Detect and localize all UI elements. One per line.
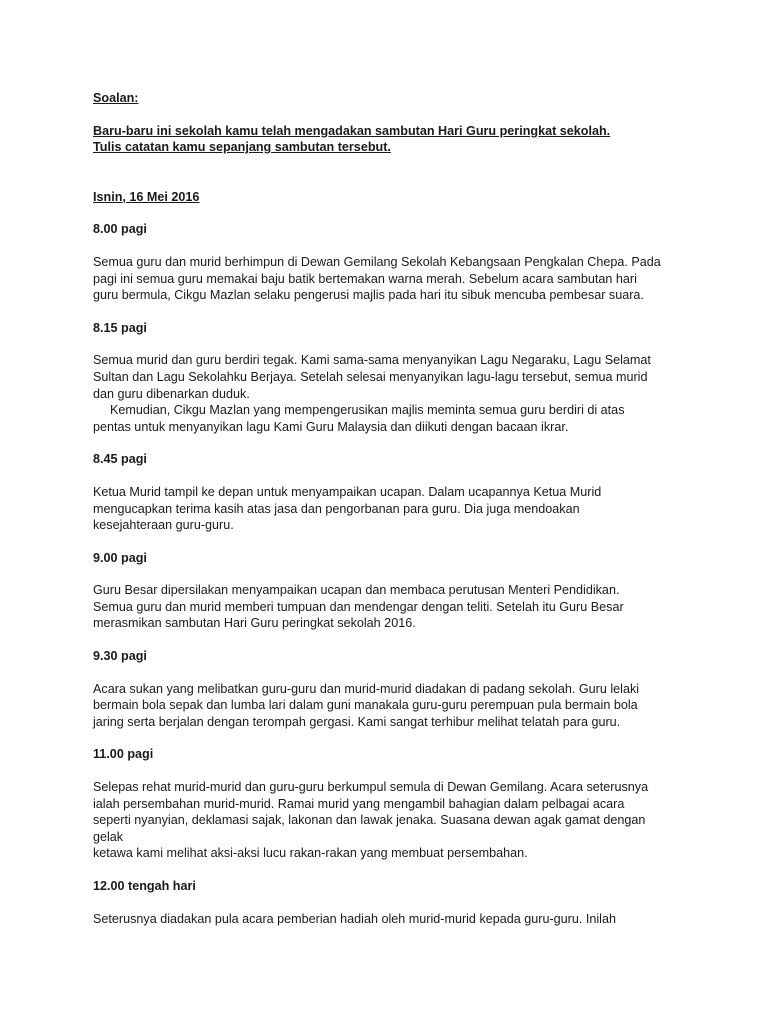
paragraph-line: guru bermula, Cikgu Mazlan selaku pengerusi majlis pada hari itu sibuk mencuba pembesar suara. [93,288,644,303]
paragraph-line: merasmikan sambutan Hari Guru peringkat sekolah 2016. [93,616,416,631]
paragraph-line: Seterusnya diadakan pula acara pemberian hadiah oleh murid-murid kepada guru-guru. Inilah [93,911,616,926]
paragraph-line: gelak [93,829,124,844]
paragraph-line: dan guru dibenarkan duduk. [93,386,250,401]
entry-paragraph [93,911,693,928]
paragraph-line: seperti nyanyian, deklamasi sajak, lakonan dan lawak jenaka. Suasana dewan agak gamat dengan [93,813,646,828]
diary-date: Isnin, 16 Mei 2016 [93,189,200,204]
paragraph-line: pagi ini semua guru memakai baju batik bertemakan warna merah. Sebelum acara sambutan hari [93,271,637,286]
entry-paragraph [93,352,693,435]
entry-time: 8.00 pagi [93,222,147,237]
entry-paragraph [93,484,693,534]
entry-time: 12.00 tengah hari [93,879,196,893]
paragraph-line: Kemudian, Cikgu Mazlan yang mempengerusikan majlis meminta semua guru berdiri di atas [110,403,625,418]
question-line-2: Tulis catatan kamu sepanjang sambutan tersebut. [93,140,391,155]
paragraph-line: bermain bola sepak dan lumba lari dalam guni manakala guru-guru perempuan pula bermain bola [93,698,638,713]
entry-time: 8.15 pagi [93,320,147,335]
paragraph-line: Semua guru dan murid memberi tumpuan dan mendengar dengan teliti. Setelah itu Guru Besar [93,599,624,614]
paragraph-line: Guru Besar dipersilakan menyampaikan ucapan dan membaca perutusan Menteri Pendidikan. [93,583,620,598]
entry-paragraph [93,779,693,862]
paragraph-line: ketawa kami melihat aksi-aksi lucu rakan-rakan yang membuat persembahan. [93,846,528,861]
question-line-1: Baru-baru ini sekolah kamu telah mengadakan sambutan Hari Guru peringkat sekolah. [93,123,611,138]
entry-paragraph [93,254,693,304]
paragraph-line: jaring serta berjalan dengan terompah gergasi. Kami sangat terhibur melihat telatah para guru. [93,714,621,729]
paragraph-line: ialah persembahan murid-murid. Ramai murid yang mengambil bahagian dalam pelbagai acara [93,796,625,811]
paragraph-line: Semua murid dan guru berdiri tegak. Kami sama-sama menyanyikan Lagu Negaraku, Lagu Selamat [93,353,651,368]
question-label: Soalan: [93,91,139,105]
paragraph-line: kesejahteraan guru-guru. [93,518,234,533]
paragraph-line: pentas untuk menyanyikan lagu Kami Guru Malaysia dan diikuti dengan bacaan ikrar. [93,419,569,434]
paragraph-line: Sultan dan Lagu Sekolahku Berjaya. Setelah selesai menyanyikan lagu-lagu tersebut, semua murid [93,369,648,384]
paragraph-line: Selepas rehat murid-murid dan guru-guru berkumpul semula di Dewan Gemilang. Acara seterusnya [93,780,649,795]
entry-time: 9.30 pagi [93,649,147,664]
paragraph-line: mengucapkan terima kasih atas jasa dan pengorbanan para guru. Dia juga mendoakan [93,501,580,516]
entry-paragraph [93,582,693,632]
paragraph-line: Semua guru dan murid berhimpun di Dewan Gemilang Sekolah Kebangsaan Pengkalan Chepa. Pada [93,254,661,269]
document-page [93,90,693,943]
entry-time: 9.00 pagi [93,550,147,565]
paragraph-line: Acara sukan yang melibatkan guru-guru dan murid-murid diadakan di padang sekolah. Guru lelaki [93,681,640,696]
entry-time: 11.00 pagi [93,747,154,762]
paragraph-line: Ketua Murid tampil ke depan untuk menyampaikan ucapan. Dalam ucapannya Ketua Murid [93,484,602,499]
entry-time: 8.45 pagi [93,452,147,467]
entry-paragraph [93,681,693,731]
